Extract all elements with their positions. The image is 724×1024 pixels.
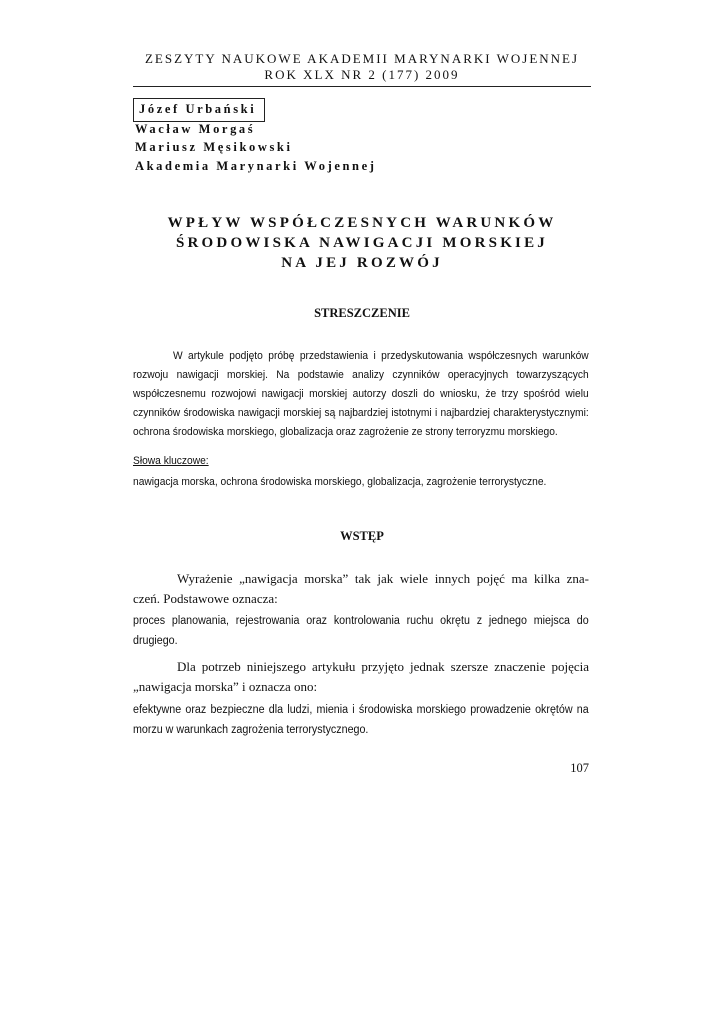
intro-paragraph-1-line-1: Wyrażenie „nawigacja morska” tak jak wiele innych pojęć ma kilka zna- xyxy=(177,571,589,586)
abstract-heading: STRESZCZENIE xyxy=(314,306,410,320)
header-rule xyxy=(133,86,591,87)
abstract-text: W artykule podjęto próbę przedstawienia i przedyskutowania współczesnych warunków rozwoju nawigacji morskiej. Na podstawie analizy czynników operacyjnych towarzyszących współczesnemu rozwojowi nawigacji morskiej autorzy doszli do wniosku, że trzy spośród wielu czynników środowiska nawigacji morskiej są najbardziej istotnymi i najbardziej charakterystycznymi: ochrona środowiska morskiego, globalizacja oraz zagrożenie ze strony terroryzmu morskiego. xyxy=(133,350,589,438)
intro-paragraph-2 xyxy=(133,657,589,697)
intro-heading: WSTĘP xyxy=(340,529,384,543)
journal-issue: ROK XLX NR 2 (177) 2009 xyxy=(264,67,460,82)
author-1: Józef Urbański xyxy=(139,102,257,116)
author-3: Mariusz Męsikowski xyxy=(135,140,293,154)
affiliation: Akademia Marynarki Wojennej xyxy=(135,159,377,173)
title-line-2: ŚRODOWISKA NAWIGACJI MORSKIEJ xyxy=(175,235,548,251)
journal-name: ZESZYTY NAUKOWE AKADEMII MARYNARKI WOJENNEJ xyxy=(144,51,580,66)
keywords-text: nawigacja morska, ochrona środowiska morskiego, globalizacja, zagrożenie terrorystyczne. xyxy=(133,476,547,488)
definition-2: efektywne oraz bezpieczne dla ludzi, mienia i środowiska morskiego prowadzenie okrętów na morzu w warunkach zagrożenia terrorystycznego. xyxy=(133,704,589,736)
author-2: Wacław Morgaś xyxy=(135,122,256,136)
title-line-3: NA JEJ ROZWÓJ xyxy=(281,255,443,271)
intro-paragraph-1 xyxy=(133,569,589,609)
keywords-label: Słowa kluczowe: xyxy=(133,455,209,467)
title-line-1: WPŁYW WSPÓŁCZESNYCH WARUNKÓW xyxy=(167,215,557,231)
intro-paragraph-2-line-1: Dla potrzeb niniejszego artykułu przyjęto jednak szersze znaczenie pojęcia xyxy=(177,659,589,674)
definition-1: proces planowania, rejestrowania oraz kontrolowania ruchu okrętu z jednego miejsca do drugiego. xyxy=(133,615,589,647)
intro-paragraph-2-line-2: „nawigacja morska” i oznacza ono: xyxy=(133,679,318,694)
intro-paragraph-1-line-2: czeń. Podstawowe oznacza: xyxy=(133,591,278,606)
page-number: 107 xyxy=(570,761,589,775)
